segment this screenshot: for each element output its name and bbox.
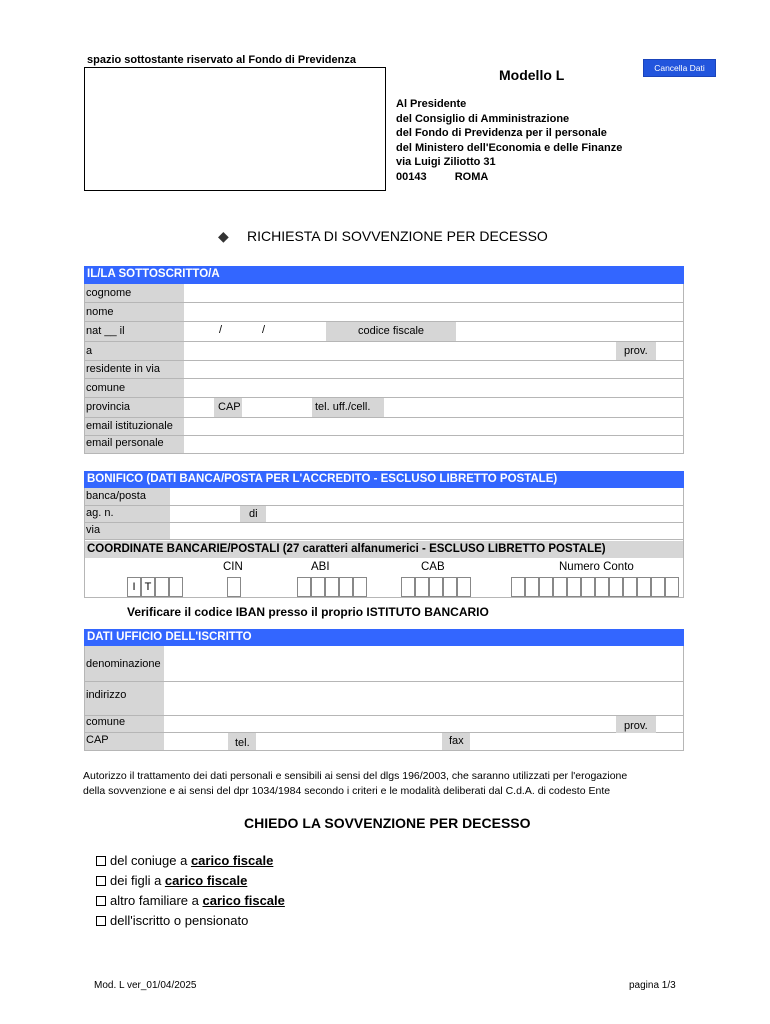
- iban-note: Verificare il codice IBAN presso il proprio ISTITUTO BANCARIO: [127, 605, 489, 619]
- agenzia-input[interactable]: [171, 506, 239, 522]
- abi-char-box[interactable]: [339, 577, 353, 597]
- abi-char-box[interactable]: [311, 577, 325, 597]
- checkbox-coniuge[interactable]: [96, 856, 106, 866]
- reserved-space-box: [84, 67, 386, 191]
- email-pers-label: email personale: [86, 437, 164, 449]
- date-separator: /: [219, 324, 223, 336]
- birthplace-input[interactable]: [185, 342, 615, 360]
- option-coniuge[interactable]: [96, 853, 273, 868]
- banca-label: banca/posta: [86, 490, 146, 502]
- option-figli[interactable]: [96, 873, 247, 888]
- via-banca-input[interactable]: [171, 523, 683, 539]
- address-line: del Fondo di Previdenza per il personale: [396, 127, 607, 139]
- privacy-consent: [83, 769, 627, 799]
- model-title: Modello L: [499, 67, 565, 83]
- tel-ufficio-label: tel.: [235, 737, 250, 749]
- date-separator: /: [262, 324, 266, 336]
- privacy-line: della sovvenzione e ai sensi del dpr 1034/1984 secondo i criteri e le modalità deliberati dal C.d.A. di codesto Ente: [83, 785, 611, 797]
- email-pers-input[interactable]: [185, 436, 683, 453]
- cin-label: CIN: [223, 561, 243, 573]
- cap-ufficio-input[interactable]: [165, 733, 227, 750]
- cab-label: CAB: [421, 561, 445, 573]
- residenza-input[interactable]: [185, 361, 683, 378]
- address-line-cap-city: [396, 170, 622, 185]
- address-line: del Ministero dell'Economia e delle Finanze: [396, 141, 623, 154]
- abi-char-box[interactable]: [325, 577, 339, 597]
- country-code-box: T: [141, 577, 155, 597]
- agenzia-label: ag. n.: [86, 507, 114, 519]
- checkbox-altro-familiare[interactable]: [96, 896, 106, 906]
- birth-prov-input[interactable]: [657, 342, 683, 360]
- denominazione-input[interactable]: [165, 646, 683, 681]
- prov-label: prov.: [624, 345, 648, 357]
- denominazione-label: denominazione: [86, 658, 161, 670]
- nato-label: nat __ il: [86, 325, 125, 337]
- provincia-input[interactable]: [185, 398, 213, 417]
- address-cap: 00143: [396, 170, 427, 183]
- agenzia-localita-input[interactable]: [267, 506, 683, 522]
- cognome-label: cognome: [86, 287, 132, 299]
- numero-conto-label: Numero Conto: [559, 561, 634, 573]
- cap-label: CAP: [218, 401, 241, 413]
- checkbox-figli[interactable]: [96, 876, 106, 886]
- conto-char-box[interactable]: [567, 577, 581, 597]
- address-line: via Luigi Ziliotto 31: [396, 156, 496, 168]
- conto-char-box[interactable]: [637, 577, 651, 597]
- form-title: RICHIESTA DI SOVVENZIONE PER DECESSO: [247, 228, 548, 244]
- comune-input[interactable]: [185, 379, 683, 397]
- option-text: dei figli a: [110, 873, 165, 888]
- reserved-space-label: spazio sottostante riservato al Fondo di Previdenza: [87, 54, 356, 66]
- indirizzo-label: indirizzo: [86, 689, 127, 701]
- provincia-label: provincia: [86, 401, 131, 413]
- cin-char-box[interactable]: [227, 577, 241, 597]
- conto-char-box[interactable]: [595, 577, 609, 597]
- cab-char-box[interactable]: [443, 577, 457, 597]
- privacy-line: Autorizzo il trattamento dei dati personali e sensibili ai sensi del dlgs 196/2003, che saranno utilizzati per l'erogazione: [83, 770, 628, 782]
- footer-page: pagina 1/3: [629, 980, 676, 991]
- nome-label: nome: [86, 306, 114, 318]
- conto-char-box[interactable]: [581, 577, 595, 597]
- section-header-bonifico: BONIFICO (DATI BANCA/POSTA PER L'ACCREDITO - ESCLUSO LIBRETTO POSTALE): [84, 471, 684, 488]
- comune-ufficio-input[interactable]: [165, 716, 615, 732]
- nome-input[interactable]: [185, 303, 683, 321]
- abi-label: ABI: [311, 561, 330, 573]
- email-ist-label: email istituzionale: [86, 420, 173, 432]
- option-text: altro familiare a: [110, 893, 203, 908]
- prov-ufficio-input[interactable]: [657, 716, 683, 732]
- tel-ufficio-input[interactable]: [257, 733, 441, 750]
- coord-header: COORDINATE BANCARIE/POSTALI (27 caratteri alfanumerici - ESCLUSO LIBRETTO POSTALE): [87, 543, 606, 555]
- fax-label: fax: [449, 735, 464, 747]
- conto-char-box[interactable]: [651, 577, 665, 597]
- cognome-input[interactable]: [185, 284, 683, 302]
- luogo-label: a: [86, 345, 93, 357]
- comune-label: comune: [86, 382, 126, 394]
- option-text: del coniuge a: [110, 853, 191, 868]
- section-header-ufficio: DATI UFFICIO DELL'ISCRITTO: [84, 629, 684, 646]
- birth-day-input[interactable]: [185, 322, 215, 341]
- di-label: di: [249, 508, 258, 520]
- abi-char-box[interactable]: [297, 577, 311, 597]
- cab-char-box[interactable]: [429, 577, 443, 597]
- country-code-box: I: [127, 577, 141, 597]
- carico-fiscale-link[interactable]: carico fiscale: [190, 853, 274, 868]
- cap-input[interactable]: [243, 398, 311, 417]
- recipient-address: [396, 97, 622, 184]
- email-ist-input[interactable]: [185, 418, 683, 435]
- cancel-data-button[interactable]: Cancella Dati: [643, 59, 716, 77]
- codice-fiscale-input[interactable]: [457, 322, 683, 341]
- address-line: del Consiglio di Amministrazione: [396, 112, 570, 125]
- prov-ufficio-label: prov.: [624, 720, 648, 732]
- option-text: dell'iscritto o pensionato: [110, 913, 249, 928]
- cab-char-box[interactable]: [401, 577, 415, 597]
- address-city: ROMA: [454, 170, 489, 183]
- check-digit-char-box[interactable]: [169, 577, 183, 597]
- address-line: Al Presidente: [396, 98, 467, 110]
- tel-label: tel. uff./cell.: [315, 401, 371, 413]
- via-banca-label: via: [86, 524, 101, 536]
- conto-char-box[interactable]: [511, 577, 525, 597]
- diamond-icon: ◆: [218, 228, 229, 244]
- conto-char-box[interactable]: [525, 577, 539, 597]
- abi-char-box[interactable]: [353, 577, 367, 597]
- section-header-subscriber: IL/LA SOTTOSCRITTO/A: [84, 266, 684, 284]
- conto-char-box[interactable]: [553, 577, 567, 597]
- request-title: CHIEDO LA SOVVENZIONE PER DECESSO: [244, 815, 531, 831]
- footer-version: Mod. L ver_01/04/2025: [94, 980, 197, 991]
- codice-fiscale-label: codice fiscale: [358, 325, 425, 337]
- comune-ufficio-label: comune: [86, 716, 126, 728]
- indirizzo-input[interactable]: [165, 682, 683, 715]
- option-altro-familiare[interactable]: [96, 893, 285, 908]
- carico-fiscale-link[interactable]: carico fiscale: [164, 873, 248, 888]
- residenza-label: residente in via: [86, 363, 160, 375]
- check-digit-char-box[interactable]: [155, 577, 169, 597]
- tel-input[interactable]: [385, 398, 683, 417]
- birth-year-input[interactable]: [270, 322, 325, 341]
- fax-input[interactable]: [471, 733, 683, 750]
- conto-char-box[interactable]: [539, 577, 553, 597]
- carico-fiscale-link[interactable]: carico fiscale: [202, 893, 285, 908]
- birth-month-input[interactable]: [227, 322, 260, 341]
- banca-input[interactable]: [171, 488, 683, 505]
- cap-ufficio-label: CAP: [86, 734, 109, 746]
- cab-char-box[interactable]: [457, 577, 471, 597]
- checkbox-iscritto[interactable]: [96, 916, 106, 926]
- conto-char-box[interactable]: [623, 577, 637, 597]
- conto-char-box[interactable]: [609, 577, 623, 597]
- cab-char-box[interactable]: [415, 577, 429, 597]
- conto-char-box[interactable]: [665, 577, 679, 597]
- option-iscritto[interactable]: [96, 913, 248, 928]
